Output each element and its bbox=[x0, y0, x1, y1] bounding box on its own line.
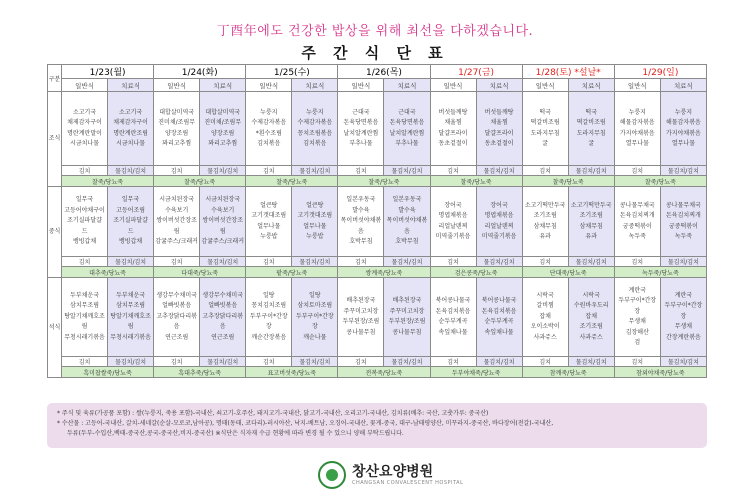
kimchi-therapeutic: 물김치/김치 bbox=[660, 357, 706, 367]
kimchi-general: 김치 bbox=[154, 357, 200, 367]
kimchi-general: 김치 bbox=[614, 357, 660, 367]
origin-notes bbox=[47, 403, 707, 448]
lunch-porridge: 단대죽/당뇨죽 bbox=[522, 267, 614, 278]
lunch-general-menu: 얼큰탕 고기갯대조림 얼무나물 누룽밥 bbox=[246, 187, 292, 257]
kimchi-general: 김치 bbox=[522, 357, 568, 367]
lunch-porridge: 녹두죽/당뇨죽 bbox=[614, 267, 706, 278]
lunch-therapeutic-menu: 얼큰탕 고기갯대조림 얼무나물 누룽밥 bbox=[292, 187, 338, 257]
hospital-footer bbox=[318, 459, 478, 491]
kimchi-general: 김치 bbox=[338, 357, 384, 367]
lunch-therapeutic-menu: 시금치된장국 수육보기 쌍이버섯간장조림 감귤주스/크래커 bbox=[200, 187, 246, 257]
breakfast-therapeutic-menu: 근대국 돈육당면볶음 날치알계란찜 부추나물 bbox=[384, 92, 430, 166]
dinner-therapeutic-menu: 북어콩나물국 돈육김치볶음 순두부계곡 속잎채나물 bbox=[476, 278, 522, 357]
breakfast-therapeutic-menu: 누룽지 해물감자볶음 가지야채볶음 열무나물 bbox=[660, 92, 706, 166]
kimchi-general: 김치 bbox=[430, 166, 476, 176]
kimchi-general: 김치 bbox=[338, 166, 384, 176]
kimchi-general: 김치 bbox=[246, 357, 292, 367]
kimchi-therapeutic: 물김치/김치 bbox=[292, 257, 338, 267]
notes-line-3: 두류(두부-수입산,백태-중국산,콩국-중국산,비지-중국산) ※식단은 식자재 수급 현황에 따라 변경 될 수 있으니 양해 부탁드립니다. bbox=[67, 430, 404, 437]
kimchi-therapeutic: 물김치/김치 bbox=[384, 257, 430, 267]
general-diet-label: 일반식 bbox=[430, 79, 476, 92]
hospital-logo-icon bbox=[318, 461, 346, 489]
lunch-general-menu: 소고기떡만두국 조기조림 삼채무침 유과 bbox=[522, 187, 568, 257]
breakfast-therapeutic-menu: 버섯들깨탕 채율찜 달걀프라이 동초겉절이 bbox=[476, 92, 522, 166]
notes-line-2: * 수산물 : 고등어-국내산, 갈치-세네갈(순살-모로코,남아공), 명태(동태, 코다리)-러시아산, 낙지-베트남, 오징어-국내산, 꽃게-중국, 대구-남태평양산, 미꾸라지-중국산, 바다장어(전갈)-국내산, bbox=[57, 420, 554, 427]
lunch-porridge: 검은콩죽/당뇨죽 bbox=[430, 267, 522, 278]
lunch-general-menu: 장어국 명엽채볶음 리얼날덴찌 미역줄기볶음 bbox=[430, 187, 476, 257]
kimchi-therapeutic: 물김치/김치 bbox=[660, 257, 706, 267]
dinner-porridge: 흑대추죽/당뇨죽 bbox=[154, 367, 246, 378]
hospital-name: 창산요양병원 bbox=[352, 464, 434, 480]
kimchi-therapeutic: 물김치/김치 bbox=[476, 357, 522, 367]
dinner-therapeutic-menu: 배추된장국 주꾸미고치장 두부된장/조림 콩나물무침 bbox=[384, 278, 430, 357]
therapeutic-diet-label: 치료식 bbox=[568, 79, 614, 92]
kimchi-therapeutic: 물김치/김치 bbox=[660, 166, 706, 176]
kimchi-therapeutic: 물김치/김치 bbox=[108, 357, 154, 367]
dinner-therapeutic-menu: 생강무수채미국 얼빠빗볶음 고추장닭다리볶음 연근조림 bbox=[200, 278, 246, 357]
dinner-porridge: 표고버섯죽/당뇨죽 bbox=[246, 367, 338, 378]
page-title: 주 간 식 단 표 bbox=[301, 44, 449, 62]
dinner-general-menu: 북어콩나물국 돈육김치볶음 순두부계곡 속잎채나물 bbox=[430, 278, 476, 357]
kimchi-therapeutic: 물김치/김치 bbox=[108, 257, 154, 267]
kimchi-therapeutic: 물김치/김치 bbox=[568, 257, 614, 267]
kimchi-general: 김치 bbox=[522, 257, 568, 267]
general-diet-label: 일반식 bbox=[246, 79, 292, 92]
dinner-general-menu: 배추된장국 주꾸미고치장 두부된장/조림 콩나물무침 bbox=[338, 278, 384, 357]
day-header: 1/28(토) *설날* bbox=[522, 65, 614, 79]
day-header: 1/23(월) bbox=[62, 65, 154, 79]
kimchi-general: 김치 bbox=[246, 166, 292, 176]
breakfast-therapeutic-menu: 소고기국 채제감자구이 명란계란조림 시금치나물 bbox=[108, 92, 154, 166]
lunch-general-menu: 콩나물무채국 돈육김치찌개 궁중떡볶이 녹두죽 bbox=[614, 187, 660, 257]
lunch-therapeutic-menu: 소고기떡만두국 조기조림 삼채무침 유과 bbox=[568, 187, 614, 257]
kimchi-general: 김치 bbox=[62, 357, 108, 367]
dinner-general-menu: 두부채운국 삼치무조림 탕알기채깨호조림 무청시래기볶음 bbox=[62, 278, 108, 357]
kimchi-therapeutic: 물김치/김치 bbox=[476, 257, 522, 267]
lunch-therapeutic-menu: 콩나물무채국 돈육김치찌개 궁중떡볶이 녹두죽 bbox=[660, 187, 706, 257]
lunch-porridge: 다대죽/당뇨죽 bbox=[154, 267, 246, 278]
dinner-general-menu: 생강무수채미국 얼빠빗볶음 고추장닭다리볶음 연근조림 bbox=[154, 278, 200, 357]
kimchi-therapeutic: 물김치/김치 bbox=[200, 166, 246, 176]
breakfast-porridge: 찰죽/당뇨죽 bbox=[62, 176, 154, 187]
kimchi-therapeutic: 물김치/김치 bbox=[292, 166, 338, 176]
dinner-porridge: 전복죽/당뇨죽 bbox=[338, 367, 430, 378]
kimchi-general: 김치 bbox=[154, 257, 200, 267]
day-header: 1/26(목) bbox=[338, 65, 430, 79]
kimchi-therapeutic: 물김치/김치 bbox=[384, 357, 430, 367]
breakfast-porridge: 찰죽/당뇨죽 bbox=[522, 176, 614, 187]
general-diet-label: 일반식 bbox=[522, 79, 568, 92]
dinner-general-menu: 시락국 갈비찜 잡채 오이소박이 사과쥬스 bbox=[522, 278, 568, 357]
general-diet-label: 일반식 bbox=[614, 79, 660, 92]
day-header: 1/24(화) bbox=[154, 65, 246, 79]
therapeutic-diet-label: 치료식 bbox=[200, 79, 246, 92]
weekly-menu-table bbox=[47, 64, 707, 378]
therapeutic-diet-label: 치료식 bbox=[108, 79, 154, 92]
breakfast-porridge: 찰죽/당뇨죽 bbox=[246, 176, 338, 187]
kimchi-general: 김치 bbox=[430, 357, 476, 367]
general-diet-label: 일반식 bbox=[338, 79, 384, 92]
general-diet-label: 일반식 bbox=[154, 79, 200, 92]
therapeutic-diet-label: 치료식 bbox=[660, 79, 706, 92]
lunch-porridge: 대추죽/당뇨죽 bbox=[62, 267, 154, 278]
kimchi-therapeutic: 물김치/김치 bbox=[200, 257, 246, 267]
lunch-porridge: 팥죽/당뇨죽 bbox=[246, 267, 338, 278]
kimchi-general: 김치 bbox=[338, 257, 384, 267]
kimchi-general: 김치 bbox=[154, 166, 200, 176]
breakfast-general-menu: 누룽지 해물감자볶음 가지야채볶음 열무나물 bbox=[614, 92, 660, 166]
breakfast-porridge: 찰죽/당뇨죽 bbox=[430, 176, 522, 187]
breakfast-general-menu: 근대국 돈육당면볶음 날치알계란찜 부추나물 bbox=[338, 92, 384, 166]
kimchi-therapeutic: 물김치/김치 bbox=[384, 166, 430, 176]
breakfast-general-menu: 떡국 떡갈비조림 도라지무침 굴 bbox=[522, 92, 568, 166]
kimchi-general: 김치 bbox=[246, 257, 292, 267]
slogan: 丁酉年에도 건강한 밥상을 위해 최선을 다하겠습니다. bbox=[216, 24, 534, 39]
day-header: 1/25(수) bbox=[246, 65, 338, 79]
breakfast-therapeutic-menu: 대합살미역국 진미채/조림무 양장조림 꽈리고추찜 bbox=[200, 92, 246, 166]
dinner-therapeutic-menu: 시락국 수원바우도리 잡채 조기조림 사과쥬스 bbox=[568, 278, 614, 357]
dinner-porridge: 참깨죽/당뇨죽 bbox=[522, 367, 614, 378]
hospital-name-en: CHANGSAN CONVALESCENT HOSPITAL bbox=[352, 480, 464, 486]
kimchi-therapeutic: 물김치/김치 bbox=[200, 357, 246, 367]
kimchi-therapeutic: 물김치/김치 bbox=[108, 166, 154, 176]
dinner-general-menu: 일탕 꽁치김치조림 두부구이*간장 장 깨순간장볶음 bbox=[246, 278, 292, 357]
breakfast-porridge: 찰죽/당뇨죽 bbox=[614, 176, 706, 187]
breakfast-porridge: 찰죽/당뇨죽 bbox=[338, 176, 430, 187]
dinner-porridge: 참외야채죽/당뇨죽 bbox=[614, 367, 706, 378]
therapeutic-diet-label: 치료식 bbox=[476, 79, 522, 92]
notes-line-1: * 주식 및 육류(가공품 포함) : 쌀(누룽지, 죽용 포함)-국내산, 쇠고기-호주산, 돼지고기-국내산, 닭고기-국내산, 오리고기-국내산, 김치류(배추: 국산, 고춧가루: 중국산) bbox=[57, 410, 489, 417]
section-label: 구분 bbox=[48, 65, 62, 92]
lunch-general-menu: 일무국 고등어야채구이 조기실파달걀 드 뱅빙갑채 bbox=[62, 187, 108, 257]
dinner-general-menu: 계란국 두부구이*간장 장 무생채 김장해산 검 bbox=[614, 278, 660, 357]
kimchi-general: 김치 bbox=[614, 166, 660, 176]
kimchi-therapeutic: 물김치/김치 bbox=[568, 166, 614, 176]
kimchi-therapeutic: 물김치/김치 bbox=[292, 357, 338, 367]
dinner-porridge: 두부야채죽/당뇨죽 bbox=[430, 367, 522, 378]
lunch-therapeutic-menu: 일본우동국 발수육 목이버섯야채볶 음 호박무침 bbox=[384, 187, 430, 257]
breakfast-general-menu: 버섯들깨탕 채율찜 달걀프라이 동초겉절이 bbox=[430, 92, 476, 166]
general-diet-label: 일반식 bbox=[62, 79, 108, 92]
breakfast-label: 조식 bbox=[48, 92, 62, 187]
dinner-therapeutic-menu: 일탕 삼치토마조림 두부구이*간장 장 깨순나물 bbox=[292, 278, 338, 357]
therapeutic-diet-label: 치료식 bbox=[292, 79, 338, 92]
breakfast-general-menu: 소고기국 채제감자구이 명란계란말이 시금치나물 bbox=[62, 92, 108, 166]
lunch-general-menu: 시금치된장국 수육보기 쌍이버섯간장조림 감귤주스/크래커 bbox=[154, 187, 200, 257]
day-header: 1/27(금) bbox=[430, 65, 522, 79]
lunch-general-menu: 일본우동국 발수육 목이버섯야채볶 음 호박무침 bbox=[338, 187, 384, 257]
lunch-therapeutic-menu: 장어국 명엽채볶음 리얼날덴찌 미역줄기볶음 bbox=[476, 187, 522, 257]
dinner-therapeutic-menu: 계란국 두부구이*간장 장 무생채 간장계란볶음 bbox=[660, 278, 706, 357]
lunch-label: 중식 bbox=[48, 187, 62, 278]
lunch-therapeutic-menu: 일무국 고등어조림 조기실파달걀 드 뱅빙갑채 bbox=[108, 187, 154, 257]
dinner-therapeutic-menu: 두부채운국 삼치무조림 탕알기채깨호조림 무청시래기볶음 bbox=[108, 278, 154, 357]
day-header: 1/29(일) bbox=[614, 65, 706, 79]
kimchi-general: 김치 bbox=[62, 257, 108, 267]
dinner-label: 석식 bbox=[48, 278, 62, 378]
kimchi-general: 김치 bbox=[62, 166, 108, 176]
kimchi-therapeutic: 물김치/김치 bbox=[476, 166, 522, 176]
breakfast-general-menu: 대합살미역국 진미채/조림무 양장조림 꽈리고추찜 bbox=[154, 92, 200, 166]
kimchi-general: 김치 bbox=[614, 257, 660, 267]
kimchi-general: 김치 bbox=[430, 257, 476, 267]
breakfast-therapeutic-menu: 누룽지 수제감자볶음 꽁치조림볶음 김치볶음 bbox=[292, 92, 338, 166]
therapeutic-diet-label: 치료식 bbox=[384, 79, 430, 92]
kimchi-therapeutic: 물김치/김치 bbox=[568, 357, 614, 367]
lunch-porridge: 쌍계죽/당뇨죽 bbox=[338, 267, 430, 278]
dinner-porridge: 흑미찹쌀죽/당뇨죽 bbox=[62, 367, 154, 378]
kimchi-general: 김치 bbox=[522, 166, 568, 176]
breakfast-therapeutic-menu: 떡국 떡갈비조림 도라지무침 굴 bbox=[568, 92, 614, 166]
breakfast-porridge: 찰죽/당뇨죽 bbox=[154, 176, 246, 187]
breakfast-general-menu: 누룽지 수제감자볶음 *흰수조림 김치볶음 bbox=[246, 92, 292, 166]
